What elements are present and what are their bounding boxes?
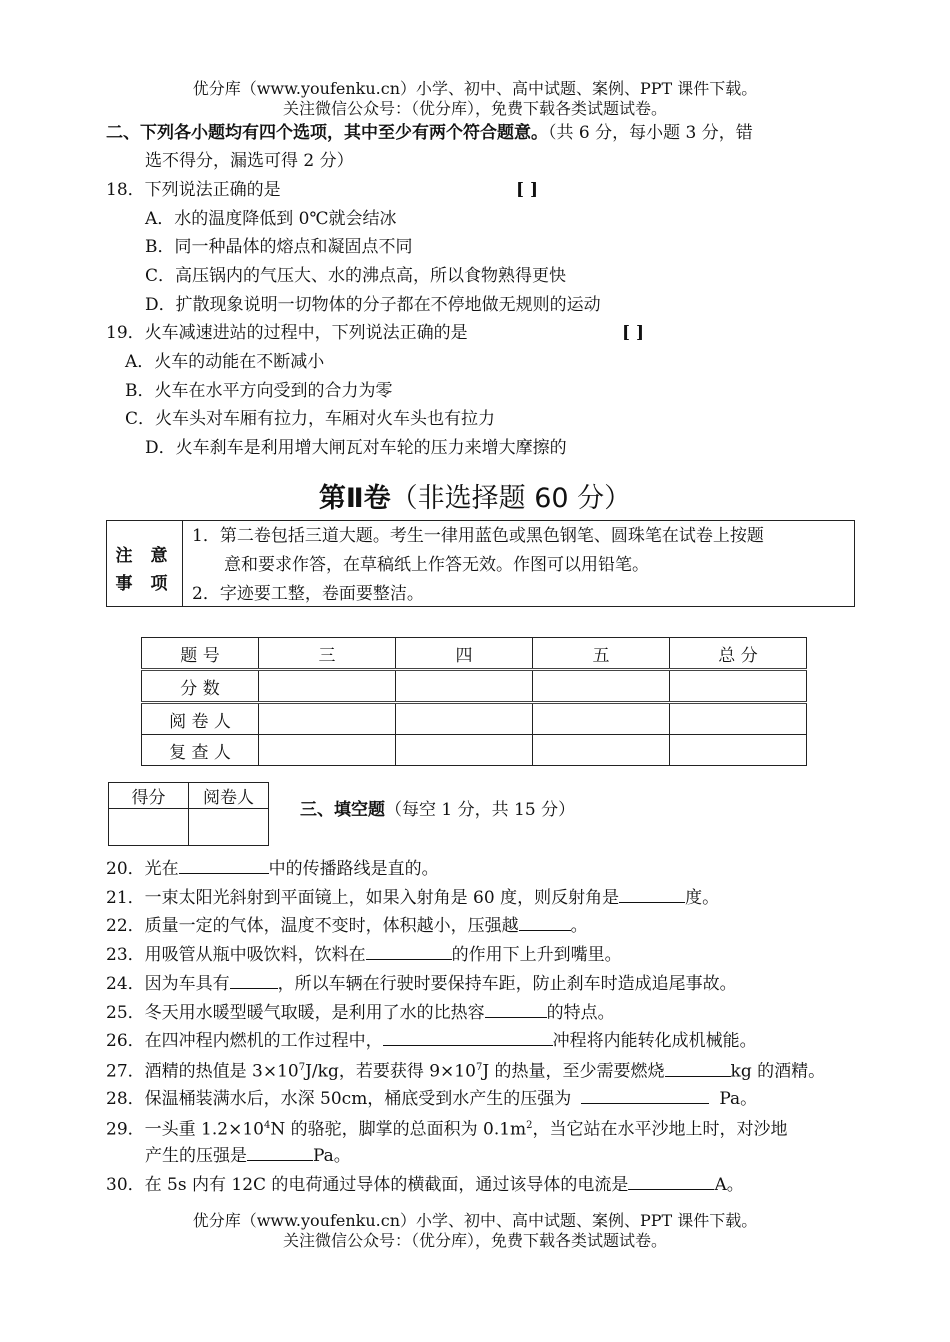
- section3-heading-rest: （每空 1 分，共 15 分）: [385, 800, 576, 820]
- q28-blank[interactable]: [581, 1087, 709, 1104]
- score-cell[interactable]: [670, 670, 807, 703]
- q29-blank[interactable]: [247, 1144, 313, 1161]
- score-cell[interactable]: [396, 703, 533, 735]
- footer-line-1: 优分库（www.youfenku.cn）小学、初中、高中试题、案例、PPT 课件下载。: [192, 1211, 758, 1230]
- q26: [106, 1029, 757, 1051]
- section3-score-table: [108, 782, 269, 846]
- mini-cell[interactable]: [109, 809, 189, 846]
- score-cell[interactable]: [396, 735, 533, 766]
- q21-text-b: 度。: [685, 888, 720, 908]
- q26-text-b: 冲程将内能转化成机械能。: [552, 1031, 757, 1051]
- q26-blank[interactable]: [383, 1029, 553, 1046]
- q28-text-b: Pa。: [719, 1089, 758, 1109]
- part2-title-main: 第Ⅱ卷: [318, 483, 391, 514]
- score-row-reviewer: 复 查 人: [142, 735, 259, 766]
- q29-line2-text-b: Pa。: [313, 1146, 351, 1166]
- score-row-grader: 阅 卷 人: [142, 703, 259, 735]
- q30-text-a: 30．在 5s 内有 12C 的电荷通过导体的横截面，通过该导体的电流是: [106, 1175, 629, 1195]
- score-col-3: 三: [259, 638, 396, 670]
- q21-blank[interactable]: [619, 886, 685, 903]
- q20-blank[interactable]: [179, 857, 269, 874]
- mini-col-grader: 阅卷人: [189, 783, 269, 809]
- section3-heading: [300, 800, 575, 820]
- q19-option-b: B．火车在水平方向受到的合力为零: [125, 381, 393, 401]
- score-col-4: 四: [396, 638, 533, 670]
- score-table: [141, 637, 807, 766]
- q22-blank[interactable]: [519, 914, 571, 931]
- notice-box: [106, 520, 855, 607]
- q30-text-b: A。: [714, 1175, 744, 1195]
- q23-text-b: 的作用下上升到嘴里。: [451, 945, 622, 965]
- q18-answer-bracket: [ ]: [516, 180, 539, 200]
- q23-text-a: 23．用吸管从瓶中吸饮料，饮料在: [106, 945, 366, 965]
- q23-blank[interactable]: [366, 943, 452, 960]
- q29-text-c: ，当它站在水平沙地上时，对沙地: [532, 1119, 788, 1140]
- q19-option-a: A．火车的动能在不断减小: [125, 352, 325, 372]
- q29-sup-2: 2: [526, 1120, 533, 1131]
- score-col-header: 题 号: [142, 638, 259, 670]
- q25: [106, 1001, 615, 1023]
- q20-text-a: 20．光在: [106, 859, 179, 879]
- q30: [106, 1173, 744, 1195]
- q18-option-b: B．同一种晶体的熔点和凝固点不同: [145, 237, 413, 257]
- score-cell[interactable]: [533, 735, 670, 766]
- q25-text-a: 25．冬天用水暖型暖气取暖，是利用了水的比热容: [106, 1003, 485, 1023]
- score-cell[interactable]: [259, 735, 396, 766]
- q24-text-a: 24．因为车具有: [106, 974, 230, 994]
- q28: [106, 1087, 757, 1109]
- mini-cell[interactable]: [189, 809, 269, 846]
- part2-title-sub: （非选择题 60 分）: [390, 483, 632, 514]
- q19-option-d: D．火车刹车是利用增大闸瓦对车轮的压力来增大摩擦的: [145, 438, 567, 458]
- q22: [106, 914, 588, 936]
- score-col-5: 五: [533, 638, 670, 670]
- q24-blank[interactable]: [230, 972, 278, 989]
- notice-label-line1: 注 意: [115, 546, 174, 566]
- q23: [106, 943, 622, 965]
- q27-text-d: kg 的酒精。: [730, 1061, 826, 1082]
- q27-text-c: J 的热量，至少需要燃烧: [482, 1061, 665, 1082]
- q18-option-a: A．水的温度降低到 0℃就会结冰: [145, 209, 397, 229]
- section2-heading-line2: 选不得分，漏选可得 2 分）: [145, 151, 354, 171]
- q29-line2: [145, 1144, 351, 1166]
- mini-col-score: 得分: [109, 783, 189, 809]
- score-cell[interactable]: [670, 735, 807, 766]
- q19-stem: 19．火车减速进站的过程中，下列说法正确的是: [106, 323, 468, 343]
- q18-stem: 18．下列说法正确的是: [106, 180, 281, 200]
- q19-answer-bracket: [ ]: [622, 323, 645, 343]
- score-cell[interactable]: [396, 670, 533, 703]
- score-cell[interactable]: [670, 703, 807, 735]
- q25-text-b: 的特点。: [546, 1003, 615, 1023]
- q29-sup-1: 4: [263, 1120, 271, 1131]
- q29: [106, 1116, 788, 1140]
- q21-text-a: 21．一束太阳光斜射到平面镜上，如果入射角是 60 度，则反射角是: [106, 888, 620, 908]
- q22-text-b: 。: [570, 916, 588, 936]
- q20-text-b: 中的传播路线是直的。: [268, 859, 439, 879]
- q25-blank[interactable]: [485, 1001, 547, 1018]
- q30-blank[interactable]: [628, 1173, 714, 1190]
- q29-line2-text-a: 产生的压强是: [145, 1146, 247, 1166]
- q18-option-c: C．高压锅内的气压大、水的沸点高，所以食物熟得更快: [145, 266, 567, 286]
- score-cell[interactable]: [259, 703, 396, 735]
- section2-heading-bold: 二、下列各小题均有四个选项，其中至少有两个符合题意。: [106, 123, 548, 143]
- q24-text-b: ，所以车辆在行驶时要保持车距，防止刹车时造成追尾事故。: [277, 974, 737, 994]
- q20: [106, 857, 439, 879]
- section3-heading-bold: 三、填空题: [300, 800, 385, 820]
- q24: [106, 972, 737, 994]
- q27-text-b: J/kg，若要获得 9×10: [305, 1061, 476, 1082]
- q29-text-b: N 的骆驼，脚掌的总面积为 0.1m: [270, 1119, 527, 1140]
- q22-text-a: 22．质量一定的气体，温度不变时，体积越小，压强越: [106, 916, 519, 936]
- score-cell[interactable]: [533, 703, 670, 735]
- q26-text-a: 26．在四冲程内燃机的工作过程中，: [106, 1031, 383, 1051]
- score-cell[interactable]: [533, 670, 670, 703]
- score-cell[interactable]: [259, 670, 396, 703]
- notice-item-1-cont: 意和要求作答，在草稿纸上作答无效。作图可以用铅笔。: [224, 555, 649, 575]
- score-col-total: 总 分: [670, 638, 807, 670]
- part2-title: [0, 476, 950, 515]
- section2-heading: [106, 123, 753, 143]
- notice-item-2: 2．字迹要工整，卷面要整洁。: [192, 584, 424, 604]
- notice-label-line2: 事 项: [115, 574, 174, 594]
- q27-sup-1: 7: [298, 1062, 306, 1073]
- notice-item-1: 1．第二卷包括三道大题。考生一律用蓝色或黑色钢笔、圆珠笔在试卷上按题: [192, 526, 764, 546]
- q18-option-d: D．扩散现象说明一切物体的分子都在不停地做无规则的运动: [145, 295, 601, 315]
- q27-sup-2: 7: [475, 1062, 483, 1073]
- q27-text-a: 27．酒精的热值是 3×10: [106, 1061, 299, 1082]
- q19-option-c: C．火车头对车厢有拉力，车厢对火车头也有拉力: [125, 409, 496, 429]
- q27-blank[interactable]: [665, 1060, 731, 1077]
- header-line-1: 优分库（www.youfenku.cn）小学、初中、高中试题、案例、PPT 课件下载。: [192, 79, 758, 98]
- q27: [106, 1058, 825, 1082]
- section2-heading-rest: （共 6 分，每小题 3 分，错: [548, 123, 753, 143]
- notice-label: [107, 521, 183, 606]
- q28-text-a: 28．保温桶装满水后，水深 50cm，桶底受到水产生的压强为: [106, 1089, 572, 1109]
- header-line-2: 关注微信公众号：（优分库），免费下载各类试题试卷。: [282, 99, 667, 118]
- footer-line-2: 关注微信公众号：（优分库），免费下载各类试题试卷。: [282, 1231, 667, 1250]
- q21: [106, 886, 719, 908]
- q29-text-a: 29．一头重 1.2×10: [106, 1119, 264, 1140]
- score-row-score: 分 数: [142, 670, 259, 703]
